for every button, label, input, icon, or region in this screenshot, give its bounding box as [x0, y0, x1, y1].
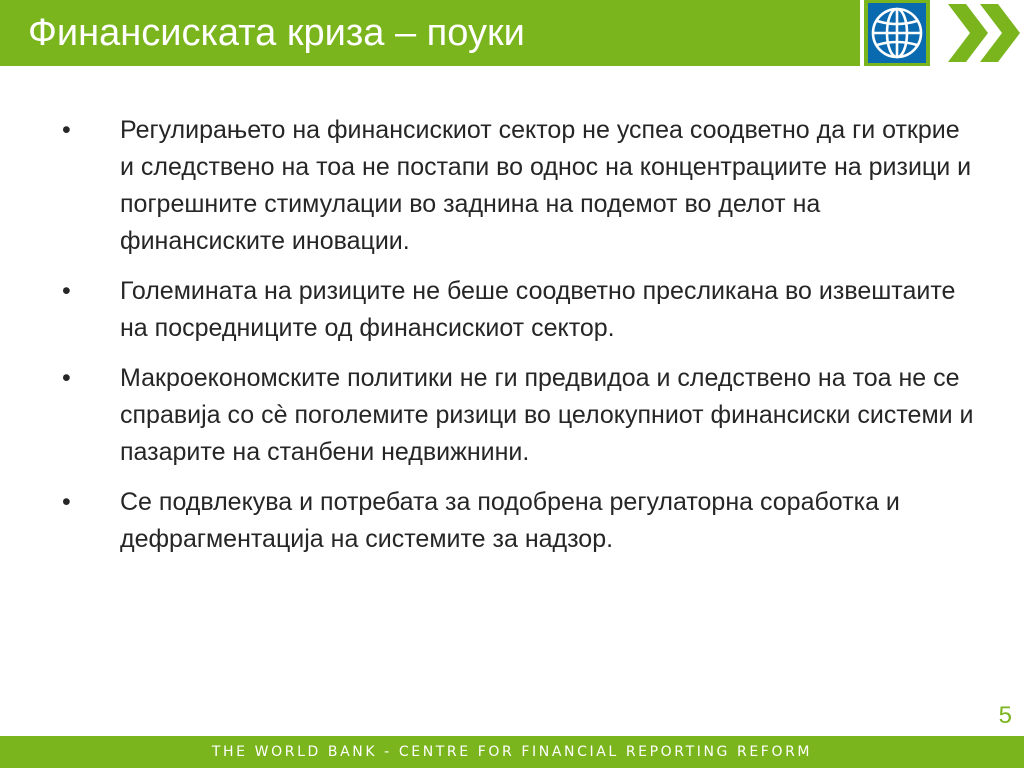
world-bank-logo — [864, 0, 930, 66]
bullet-list — [0, 112, 1024, 571]
list-item — [0, 360, 1024, 471]
bullet-marker: • — [62, 488, 71, 516]
bullet-text: Големината на ризиците не беше соодветно пресликана во извештаите на посредниците од финансискиот сектор. — [120, 277, 956, 342]
chevrons-icon — [942, 0, 1024, 66]
slide-title: Финансиската криза – поуки — [28, 12, 525, 54]
footer-text: THE WORLD BANK - CENTRE FOR FINANCIAL REPORTING REFORM — [211, 744, 813, 760]
bullet-marker: • — [62, 116, 71, 144]
list-item — [0, 112, 1024, 260]
title-bar — [0, 0, 860, 66]
bullet-text: Регулирањето на финансискиот сектор не успеа соодветно да ги открие и следствено на тоа не постапи во однос на концентрациите на ризици и погрешните стимулации во заднина на подемот во делот на финансиските иновации. — [120, 116, 972, 255]
bullet-text: Макроекономските политики не ги предвидоа и следствено на тоа не се справија со сѐ поголемите ризици во целокупниот финансиски системи и пазарите на станбени недвижнини. — [120, 364, 974, 466]
footer-bar — [0, 736, 1024, 768]
page-number: 5 — [998, 702, 1012, 729]
bullet-marker: • — [62, 277, 71, 305]
list-item — [0, 484, 1024, 558]
bullet-marker: • — [62, 364, 71, 392]
list-item — [0, 273, 1024, 347]
bullet-text: Се подвлекува и потребата за подобрена регулаторна соработка и дефрагментација на системите за надзор. — [120, 488, 900, 553]
globe-icon — [868, 3, 926, 63]
